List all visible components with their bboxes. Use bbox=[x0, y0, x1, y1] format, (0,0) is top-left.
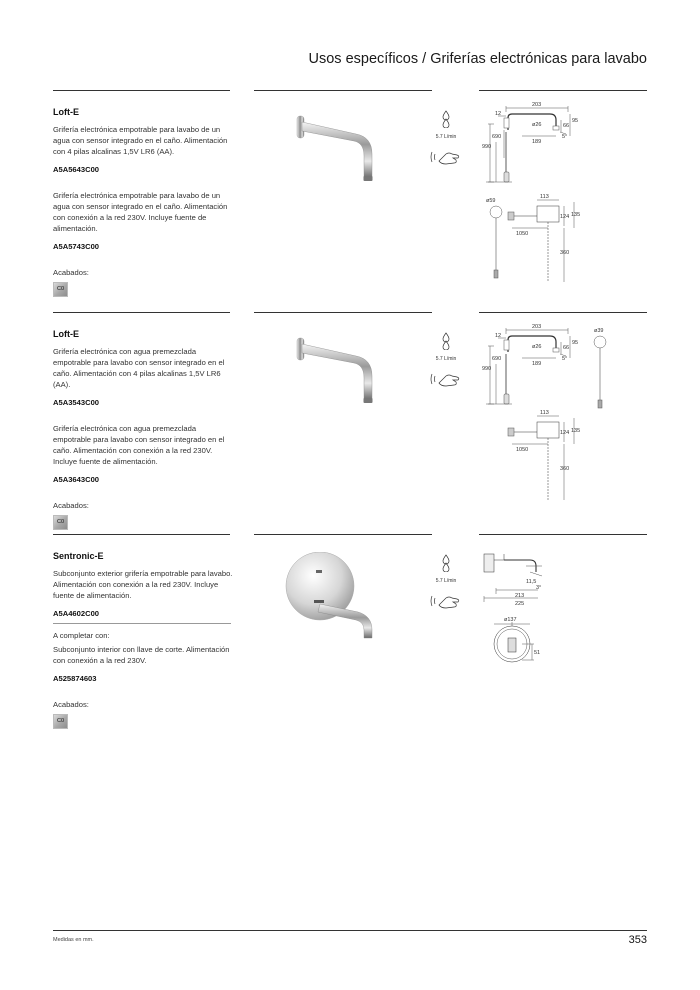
section-rule bbox=[53, 312, 230, 313]
product-section-loft-e-1 bbox=[0, 90, 700, 310]
dim-h2: 95 bbox=[572, 118, 579, 124]
sensor-hand-icon bbox=[426, 146, 466, 168]
dim-box-h2: 135 bbox=[571, 428, 581, 434]
dim-h1: 66 bbox=[563, 345, 570, 351]
feature-icons bbox=[426, 554, 466, 617]
section-rule bbox=[53, 534, 230, 535]
dim-h1: 66 bbox=[563, 123, 570, 129]
product-code: A5A5643C00 bbox=[53, 165, 100, 174]
finishes-label: Acabados: bbox=[53, 501, 89, 510]
dim-d4: 51 bbox=[534, 650, 541, 656]
feature-icons bbox=[426, 332, 466, 395]
dim-sensor: ø59 bbox=[486, 198, 496, 204]
product-description: Grifería electrónica con agua premezclada empotrable para lavabo con sensor integrado en el caño. Alimentación con conexión a la red 230V. Incluye fuente de alimentación. bbox=[53, 424, 225, 466]
complete-with-label: A completar con: bbox=[53, 631, 110, 640]
flow-rate-label: 5.7 L/min bbox=[435, 356, 457, 362]
dim-cable: 1050 bbox=[516, 231, 529, 237]
dim-plate: ø137 bbox=[504, 617, 517, 623]
finish-code: C0 bbox=[56, 286, 65, 292]
product-code: A5A5743C00 bbox=[53, 242, 100, 251]
section-rule bbox=[254, 534, 432, 535]
dim-angle: 3° bbox=[536, 585, 542, 591]
dim-pipe: ø26 bbox=[532, 344, 542, 350]
dim-h2: 95 bbox=[572, 340, 579, 346]
sub-product-code: A525874603 bbox=[53, 674, 97, 683]
product-section-sentronic-e bbox=[0, 534, 700, 734]
finish-code: C0 bbox=[56, 718, 65, 724]
flow-rate-label: 5.7 L/min bbox=[435, 134, 457, 140]
section-rule bbox=[254, 90, 432, 91]
faucet-photo bbox=[280, 334, 390, 434]
sensor-hand-icon bbox=[426, 590, 466, 612]
dim-offset: 12 bbox=[495, 333, 502, 339]
dim-box-w: 113 bbox=[540, 410, 549, 416]
product-title: Loft-E bbox=[53, 107, 79, 117]
product-title: Loft-E bbox=[53, 329, 79, 339]
finish-swatch-chrome bbox=[53, 282, 68, 297]
product-text bbox=[53, 329, 233, 530]
product-text bbox=[53, 551, 233, 729]
page-title: Usos específicos / Griferías electrónicas para lavabo bbox=[308, 51, 647, 67]
dim-angle: 5° bbox=[562, 356, 568, 362]
section-rule bbox=[479, 534, 647, 535]
dim-top-width: 203 bbox=[532, 324, 542, 330]
dim-pipe: ø26 bbox=[532, 122, 542, 128]
feature-icons bbox=[426, 110, 466, 173]
page-number: 353 bbox=[628, 934, 647, 946]
dim-box-h2: 135 bbox=[571, 212, 581, 218]
finishes-label: Acabados: bbox=[53, 700, 89, 709]
product-description: Grifería electrónica empotrable para lavabo de un agua con sensor integrado en el caño. Alimentación con 4 pilas alcalinas 1,5V LR6 (AA). bbox=[53, 125, 228, 156]
dim-box-w: 113 bbox=[540, 194, 549, 200]
dim-offset: 12 bbox=[495, 111, 502, 117]
dim-d3: 225 bbox=[515, 601, 525, 607]
dim-top-width: 203 bbox=[532, 102, 542, 108]
footer-note: Medidas en mm. bbox=[53, 937, 94, 943]
footer-rule bbox=[53, 930, 647, 931]
flow-rate-label: 5.7 L/min bbox=[435, 578, 457, 584]
dim-d2: 213 bbox=[515, 593, 525, 599]
product-description: Grifería electrónica con agua premezclada empotrable para lavabo con sensor integrado en el caño. Alimentación con 4 pilas alcalinas 1,5V LR6 (AA). bbox=[53, 347, 225, 389]
product-text bbox=[53, 107, 233, 297]
dim-h3: 690 bbox=[492, 134, 502, 140]
water-drop-icon bbox=[426, 554, 466, 572]
water-drop-icon bbox=[426, 110, 466, 128]
sub-description: Subconjunto interior con llave de corte. Alimentación con conexión a la red 230V. bbox=[53, 645, 230, 665]
dim-depth: 189 bbox=[532, 139, 542, 145]
finishes-label: Acabados: bbox=[53, 268, 89, 277]
faucet-photo bbox=[280, 552, 390, 652]
technical-drawing bbox=[482, 324, 642, 514]
finish-swatch-chrome bbox=[53, 515, 68, 530]
technical-drawing bbox=[482, 102, 592, 297]
dim-h4: 990 bbox=[482, 366, 492, 372]
water-drop-icon bbox=[426, 332, 466, 350]
dim-depth: 189 bbox=[532, 361, 542, 367]
product-description: Grifería electrónica empotrable para lavabo de un agua con sensor integrado en el caño. Alimentación con conexión a la red 230V. Incluye fuente de alimentación. bbox=[53, 191, 228, 233]
dim-cable2: 360 bbox=[560, 250, 570, 256]
faucet-photo bbox=[280, 112, 390, 212]
product-description: Subconjunto exterior grifería empotrable para lavabo. Alimentación con conexión a la red 230V. Incluye fuente de alimentación. bbox=[53, 569, 233, 600]
technical-drawing bbox=[482, 546, 572, 686]
dim-angle: 5° bbox=[562, 134, 568, 140]
finish-swatch-chrome bbox=[53, 714, 68, 729]
product-code: A5A4602C00 bbox=[53, 609, 100, 618]
product-title: Sentronic-E bbox=[53, 551, 104, 561]
section-rule bbox=[479, 312, 647, 313]
section-rule bbox=[254, 312, 432, 313]
sensor-hand-icon bbox=[426, 368, 466, 390]
section-rule bbox=[53, 90, 230, 91]
product-code: A5A3643C00 bbox=[53, 475, 100, 484]
product-section-loft-e-2 bbox=[0, 312, 700, 532]
dim-h3: 690 bbox=[492, 356, 502, 362]
product-code: A5A3543C00 bbox=[53, 398, 100, 407]
dim-sensor: ø39 bbox=[594, 328, 604, 334]
dim-box-h1: 124 bbox=[560, 430, 570, 436]
dim-d1: 11,5 bbox=[526, 579, 537, 585]
dim-box-h1: 124 bbox=[560, 214, 570, 220]
divider bbox=[53, 623, 231, 624]
section-rule bbox=[479, 90, 647, 91]
dim-cable: 1050 bbox=[516, 447, 529, 453]
finish-code: C0 bbox=[56, 519, 65, 525]
dim-cable2: 360 bbox=[560, 466, 570, 472]
dim-h4: 990 bbox=[482, 144, 492, 150]
